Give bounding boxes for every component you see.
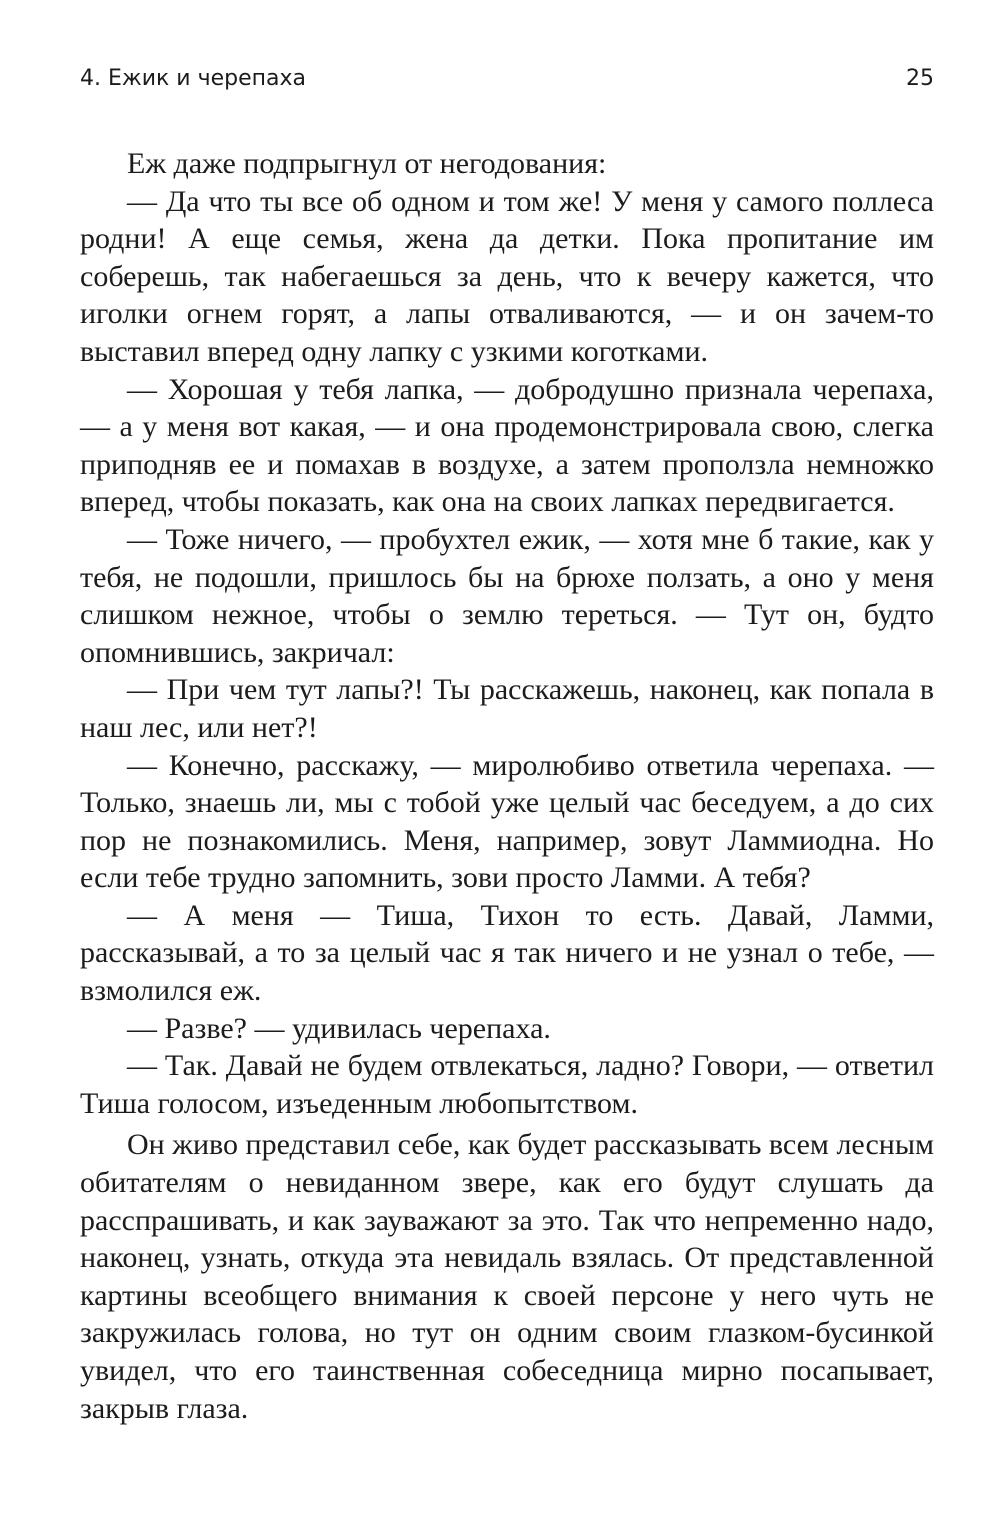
narrative-paragraph: Он живо представил себе, как будет рассказывать всем лесным обитателям о невиданном звере, как его будут слушать да расспрашивать, и как зауважают за это. Так что непременно надо, наконец, узнать, откуда эта невидаль взялась. От представленной картины всеобщего внимания к своей персоне у него чуть не закружилась голова, но тут он одним своим глазком-бусинкой увидел, что его таинственная собеседница мирно посапывает, закрыв глаза.: [80, 1128, 934, 1425]
dialogue-paragraph: — Конечно, расскажу, — миролюбиво ответила черепаха. — Только, знаешь ли, мы с тобой уже целый час беседуем, а до сих пор не познакомились. Меня, например, зовут Ламмиодна. Но если тебе трудно запомнить, зови просто Ламми. А тебя?: [80, 748, 934, 895]
dialogue-paragraph: — При чем тут лапы?! Ты расскажешь, наконец, как попала в наш лес, или нет?!: [80, 673, 934, 744]
running-head: [80, 62, 934, 96]
dialogue-paragraph: — Так. Давай не будем отвлекаться, ладно? Говори, — ответил Тиша голосом, изъеденным любопытством.: [80, 1049, 934, 1120]
page-number: 25: [906, 66, 934, 91]
body-text: [80, 145, 934, 1427]
dialogue-paragraph: — Да что ты все об одном и том же! У меня у самого поллеса родни! А еще семья, жена да детки. Пока пропитание им соберешь, так набегаешься за день, что к вечеру кажется, что иголки огнем горят, а лапы отваливаются, — и он зачем-то выставил вперед одну лапку с узкими коготками.: [80, 184, 934, 368]
dialogue-paragraph: — Тоже ничего, — пробухтел ежик, — хотя мне б такие, как у тебя, не подошли, пришлось бы на брюхе ползать, а оно у меня слишком нежное, чтобы о землю тереться. — Тут он, будто опомнившись, закричал:: [80, 522, 934, 669]
chapter-title: 4. Ежик и черепаха: [80, 66, 306, 91]
paragraph: Еж даже подпрыгнул от негодования:: [127, 147, 607, 180]
dialogue-paragraph: — Хорошая у тебя лапка, — добродушно признала черепаха, — а у меня вот какая, — и она продемонстрировала свою, слегка приподняв ее и помахав в воздухе, а затем проползла немножко вперед, чтобы показать, как она на своих лапках передвигается.: [80, 372, 934, 519]
dialogue-paragraph: — Разве? — удивилась черепаха.: [127, 1011, 551, 1045]
dialogue-paragraph: — А меня — Тиша, Тихон то есть. Давай, Ламми, рассказывай, а то за целый час я так ничего и не узнал о тебе, — взмолился еж.: [80, 898, 934, 1008]
